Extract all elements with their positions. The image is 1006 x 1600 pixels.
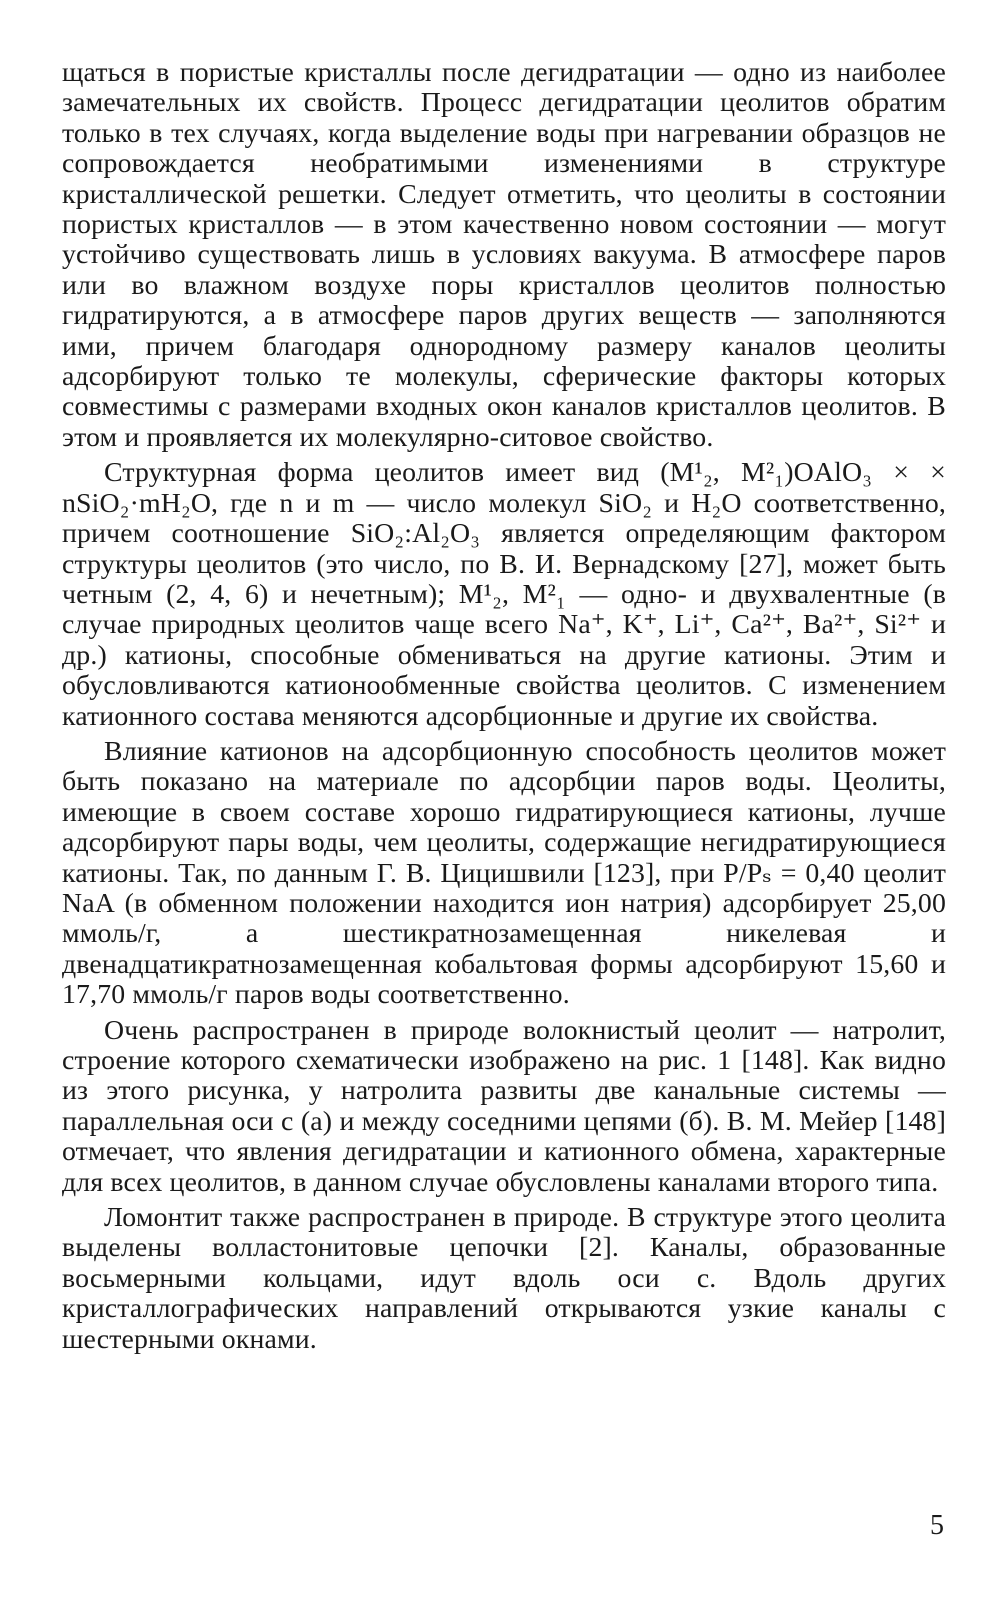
paragraph-2: Структурная форма цеолитов имеет вид (M¹₂, M²₁)OAlO₃ × × nSiO₂·mH₂O, где n и m — число молекул SiO₂ и H₂O соответственно, причем соотношение SiO₂:Al₂O₃ является определяющим фактором структуры цеолитов (это число, по В. И. Вернадскому [27], может быть четным (2, 4, 6) и нечетным); M¹₂, M²₁ — одно- и двухвалентные (в случае природных цеолитов чаще всего Na⁺, K⁺, Li⁺, Ca²⁺, Ba²⁺, Si²⁺ и др.) катионы, способные обмениваться на другие катионы. Этим и обусловливаются катионообменные свойства цеолитов. С изменением катионного состава меняются адсорбционные и другие их свойства. [62, 457, 946, 732]
paragraph-4: Очень распространен в природе волокнистый цеолит — натролит, строение которого схематически изображено на рис. 1 [148]. Как видно из этого рисунка, у натролита развиты две канальные системы — параллельная оси c (а) и между соседними цепями (б). В. М. Мейер [148] отмечает, что явления дегидратации и катионного обмена, характерные для всех цеолитов, в данном случае обусловлены каналами второго типа. [62, 1014, 946, 1198]
page-body [62, 58, 946, 1355]
paragraph-3: Влияние катионов на адсорбционную способность цеолитов может быть показано на материале по адсорбции паров воды. Цеолиты, имеющие в своем составе хорошо гидратирующиеся катионы, лучше адсорбируют пары воды, чем цеолиты, содержащие негидратирующиеся катионы. Так, по данным Г. В. Цицишвили [123], при P/Pₛ = 0,40 цеолит NaA (в обменном положении находится ион натрия) адсорбирует 25,00 ммоль/г, а шестикратнозамещенная никелевая и двенадцатикратнозамещенная кобальтовая формы адсорбируют 15,60 и 17,70 ммоль/г паров воды соответственно. [62, 735, 946, 1011]
page-number: 5 [930, 1510, 944, 1541]
paragraph-1: щаться в пористые кристаллы после дегидратации — одно из наиболее замечательных их свойств. Процесс дегидратации цеолитов обратим только в тех случаях, когда выделение воды при нагревании образцов не сопровождается необратимыми изменениями в структуре кристаллической решетки. Следует отметить, что цеолиты в состоянии пористых кристаллов — в этом качественно новом состоянии — могут устойчиво существовать лишь в условиях вакуума. В атмосфере паров или во влажном воздухе поры кристаллов цеолитов полностью гидратируются, а в атмосфере паров других веществ — заполняются ими, причем благодаря однородному размеру каналов цеолиты адсорбируют только те молекулы, сферические факторы которых совместимы с размерами входных окон каналов кристаллов цеолитов. В этом и проявляется их молекулярно-ситовое свойство. [62, 57, 946, 453]
paragraph-5: Ломонтит также распространен в природе. В структуре этого цеолита выделены волластонитовые цепочки [2]. Каналы, образованные восьмерными кольцами, идут вдоль оси c. Вдоль других кристаллографических направлений открываются узкие каналы с шестерными окнами. [62, 1202, 946, 1355]
